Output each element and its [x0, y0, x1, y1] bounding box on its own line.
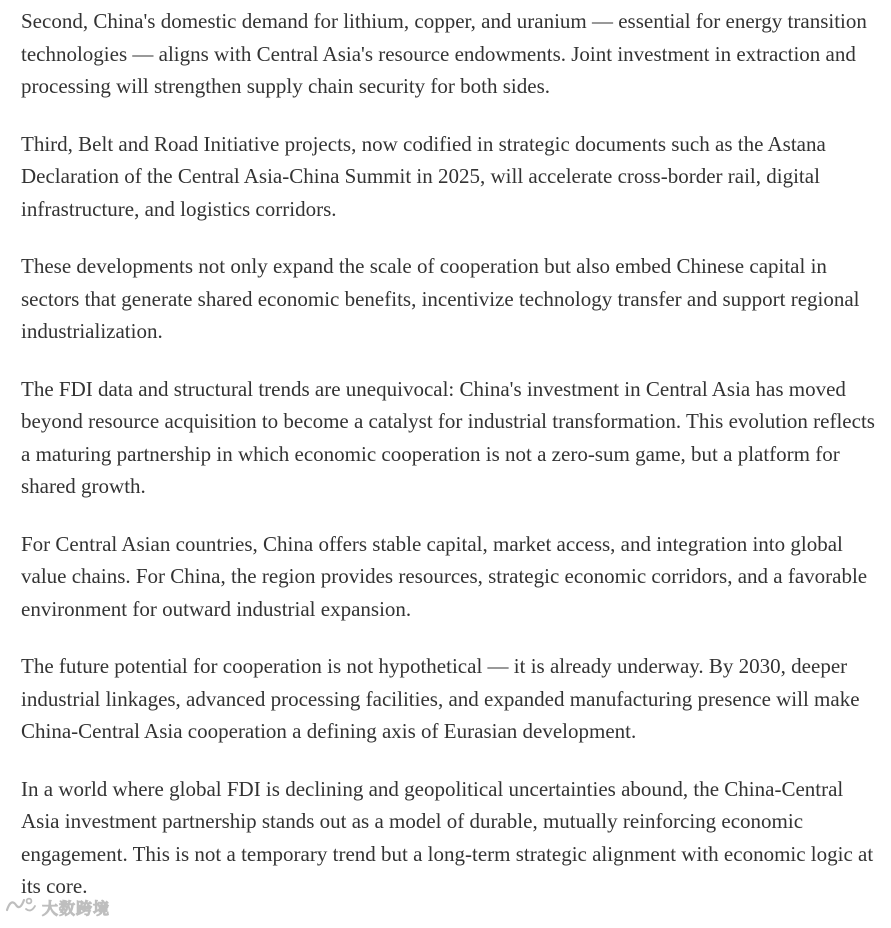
paragraph-2: Third, Belt and Road Initiative projects, now codified in strategic documents such as the Astana Declaration of the Central Asia-China Summit in 2025, will accelerate cross-border rail, digital infrastructure, and logistics corridors. [21, 131, 826, 221]
article-body [21, 5, 881, 928]
watermark-text: 大数跨境 [42, 898, 111, 918]
paragraph-6: The future potential for cooperation is not hypothetical — it is already underway. By 2030, deeper industrial linkages, advanced processing facilities, and expanded manufacturing presence will make China-Central Asia cooperation a defining axis of Eurasian development. [21, 654, 860, 743]
paragraph-4: The FDI data and structural trends are unequivocal: China's investment in Central Asia has moved beyond resource acquisition to become a catalyst for industrial transformation. This evolution reflects a maturing partnership in which economic cooperation is not a zero-sum game, but a platform for shared growth. [21, 376, 875, 498]
paragraph-7: In a world where global FDI is declining and geopolitical uncertainties abound, the China-Central Asia investment partnership stands out as a model of durable, mutually reinforcing economic engagement. This is not a temporary trend but a long-term strategic alignment with economic logic at its core. [21, 776, 874, 898]
paragraph-3: These developments not only expand the scale of cooperation but also embed Chinese capital in sectors that generate shared economic benefits, incentivize technology transfer and support regional industrialization. [21, 254, 860, 343]
paragraph-1: Second, China's domestic demand for lithium, copper, and uranium — essential for energy transition technologies — aligns with Central Asia's resource endowments. Joint investment in extraction and processing will strengthen supply chain security for both sides. [21, 9, 867, 98]
paragraph-5: For Central Asian countries, China offers stable capital, market access, and integration into global value chains. For China, the region provides resources, strategic economic corridors, and a favorable environment for outward industrial expansion. [21, 531, 868, 621]
